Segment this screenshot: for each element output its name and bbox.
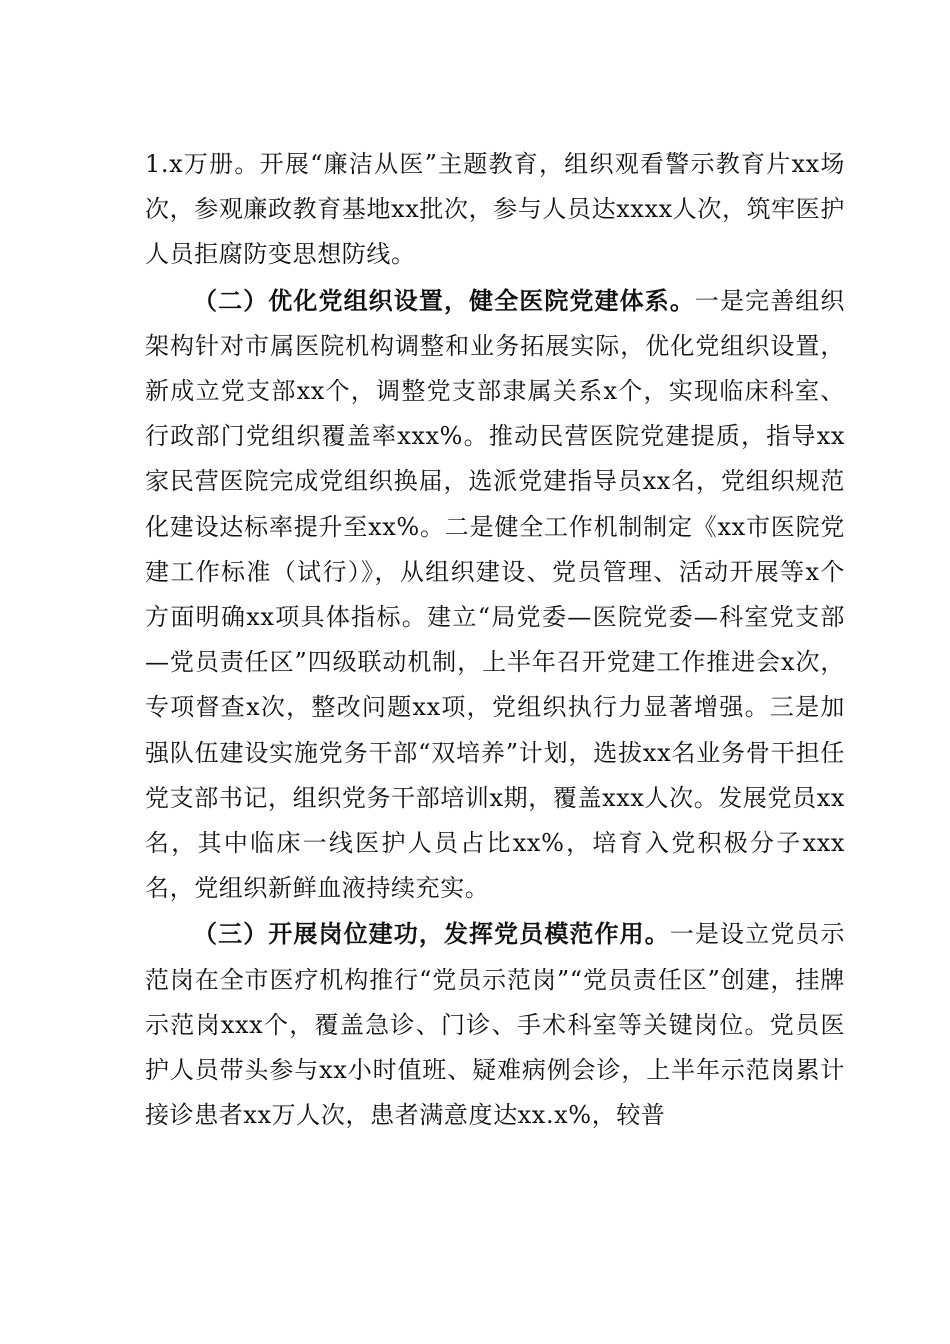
section-three-body: 一是设立党员示范岗在全市医疗机构推行“党员示范岗”“党员责任区”创建，挂牌示范岗xxx个，覆盖急诊、门诊、手术科室等关键岗位。党员医护人员带头参与xx小时值班、疑难病例会诊，上半年示范岗累计接诊患者xx万人次，患者满意度达xx.x%，较普	[145, 920, 846, 1130]
section-two-heading: （二）优化党组织设置，健全医院党建体系。	[193, 285, 695, 315]
section-three-heading: （三）开展岗位建功，发挥党员模范作用。	[193, 919, 670, 949]
section-two-paragraph	[145, 278, 845, 912]
document-page	[145, 142, 845, 1138]
section-three-paragraph	[145, 911, 845, 1138]
paragraph-text: 1.x万册。开展“廉洁从医”主题教育，组织观看警示教育片xx场次，参观廉政教育基地xx批次，参与人员达xxxx人次，筑牢医护人员拒腐防变思想防线。	[145, 150, 845, 269]
paragraph-continued	[145, 142, 845, 278]
section-two-body: 一是完善组织架构针对市属医院机构调整和业务拓展实际，优化党组织设置，新成立党支部xx个，调整党支部隶属关系x个，实现临床科室、行政部门党组织覆盖率xxx%。推动民营医院党建提质，指导xx家民营医院完成党组织换届，选派党建指导员xx名，党组织规范化建设达标率提升至xx%。二是健全工作机制制定《xx市医院党建工作标准（试行）》，从组织建设、党员管理、活动开展等x个方面明确xx项具体指标。建立“局党委—医院党委—科室党支部—党员责任区”四级联动机制，上半年召开党建工作推进会x次，专项督查x次，整改问题xx项，党组织执行力显著增强。三是加强队伍建设实施党务干部“双培养”计划，选拔xx名业务骨干担任党支部书记，组织党务干部培训x期，覆盖xxx人次。发展党员xx名，其中临床一线医护人员占比xx%，培育入党积极分子xxx名，党组织新鲜血液持续充实。	[145, 286, 845, 903]
